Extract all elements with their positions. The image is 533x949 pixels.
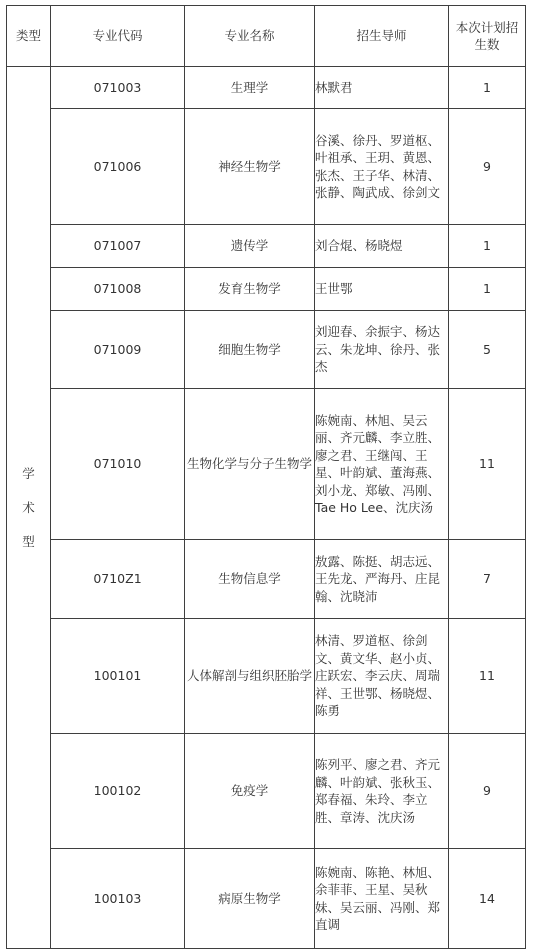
- major-code: 100102: [51, 734, 185, 849]
- table-row: [7, 67, 526, 109]
- enrollment-count: 7: [449, 540, 526, 619]
- major-name: 细胞生物学: [185, 311, 315, 389]
- enrollment-count: 14: [449, 849, 526, 949]
- advisors: 林清、罗道枢、徐剑文、黄文华、赵小贞、庄跃宏、李云庆、周瑞祥、王世鄂、杨晓煜、陈勇: [315, 619, 449, 734]
- major-name: 人体解剖与组织胚胎学: [185, 619, 315, 734]
- advisors: 王世鄂: [315, 268, 449, 311]
- major-code: 071006: [51, 109, 185, 225]
- major-code: 071008: [51, 268, 185, 311]
- type-label: [7, 457, 50, 559]
- type-char: 术: [22, 499, 35, 515]
- header-name: 专业名称: [185, 6, 315, 67]
- enrollment-count: 9: [449, 109, 526, 225]
- major-code: 071003: [51, 67, 185, 109]
- type-char: 学: [22, 465, 35, 481]
- advisors: 陈婉南、陈艳、林旭、余菲菲、王星、吴秋妹、吴云丽、冯刚、郑直调: [315, 849, 449, 949]
- table-row: [7, 311, 526, 389]
- advisors: 谷溪、徐丹、罗道枢、叶祖承、王玥、黄恩、张杰、王子华、林清、张静、陶武成、徐剑文: [315, 109, 449, 225]
- table-row: [7, 225, 526, 268]
- table-row: [7, 389, 526, 540]
- major-name: 免疫学: [185, 734, 315, 849]
- major-code: 100103: [51, 849, 185, 949]
- major-code: 0710Z1: [51, 540, 185, 619]
- advisors: 陈列平、廖之君、齐元麟、叶韵斌、张秋玉、郑春福、朱玲、李立胜、章涛、沈庆汤: [315, 734, 449, 849]
- advisors: 刘合焜、杨晓煜: [315, 225, 449, 268]
- advisors: 陈婉南、林旭、吴云丽、齐元麟、李立胜、廖之君、王继闯、王星、叶韵斌、董海燕、刘小龙、郑敏、冯刚、Tae Ho Lee、沈庆汤: [315, 389, 449, 540]
- header-row: [7, 6, 526, 67]
- enrollment-count: 1: [449, 268, 526, 311]
- major-code: 071007: [51, 225, 185, 268]
- major-code: 100101: [51, 619, 185, 734]
- table-row: [7, 109, 526, 225]
- enrollment-count: 1: [449, 67, 526, 109]
- major-name: 病原生物学: [185, 849, 315, 949]
- header-type: 类型: [7, 6, 51, 67]
- admission-table: [6, 5, 526, 949]
- type-char: 型: [22, 533, 35, 549]
- major-code: 071010: [51, 389, 185, 540]
- advisors: 敖露、陈挺、胡志远、王先龙、严海丹、庄昆翰、沈晓沛: [315, 540, 449, 619]
- enrollment-count: 5: [449, 311, 526, 389]
- major-name: 生理学: [185, 67, 315, 109]
- header-count: 本次计划招生数: [449, 6, 526, 67]
- enrollment-count: 9: [449, 734, 526, 849]
- major-name: 神经生物学: [185, 109, 315, 225]
- enrollment-count: 11: [449, 389, 526, 540]
- type-cell: [7, 67, 51, 949]
- enrollment-count: 1: [449, 225, 526, 268]
- major-name: 发育生物学: [185, 268, 315, 311]
- advisors: 林默君: [315, 67, 449, 109]
- table-row: [7, 268, 526, 311]
- table-row: [7, 619, 526, 734]
- table-row: [7, 734, 526, 849]
- major-name: 生物化学与分子生物学: [185, 389, 315, 540]
- header-code: 专业代码: [51, 6, 185, 67]
- enrollment-count: 11: [449, 619, 526, 734]
- major-name: 生物信息学: [185, 540, 315, 619]
- major-code: 071009: [51, 311, 185, 389]
- advisors: 刘迎春、余振宇、杨达云、朱龙坤、徐丹、张杰: [315, 311, 449, 389]
- table-row: [7, 540, 526, 619]
- table-row: [7, 849, 526, 949]
- major-name: 遗传学: [185, 225, 315, 268]
- header-advisors: 招生导师: [315, 6, 449, 67]
